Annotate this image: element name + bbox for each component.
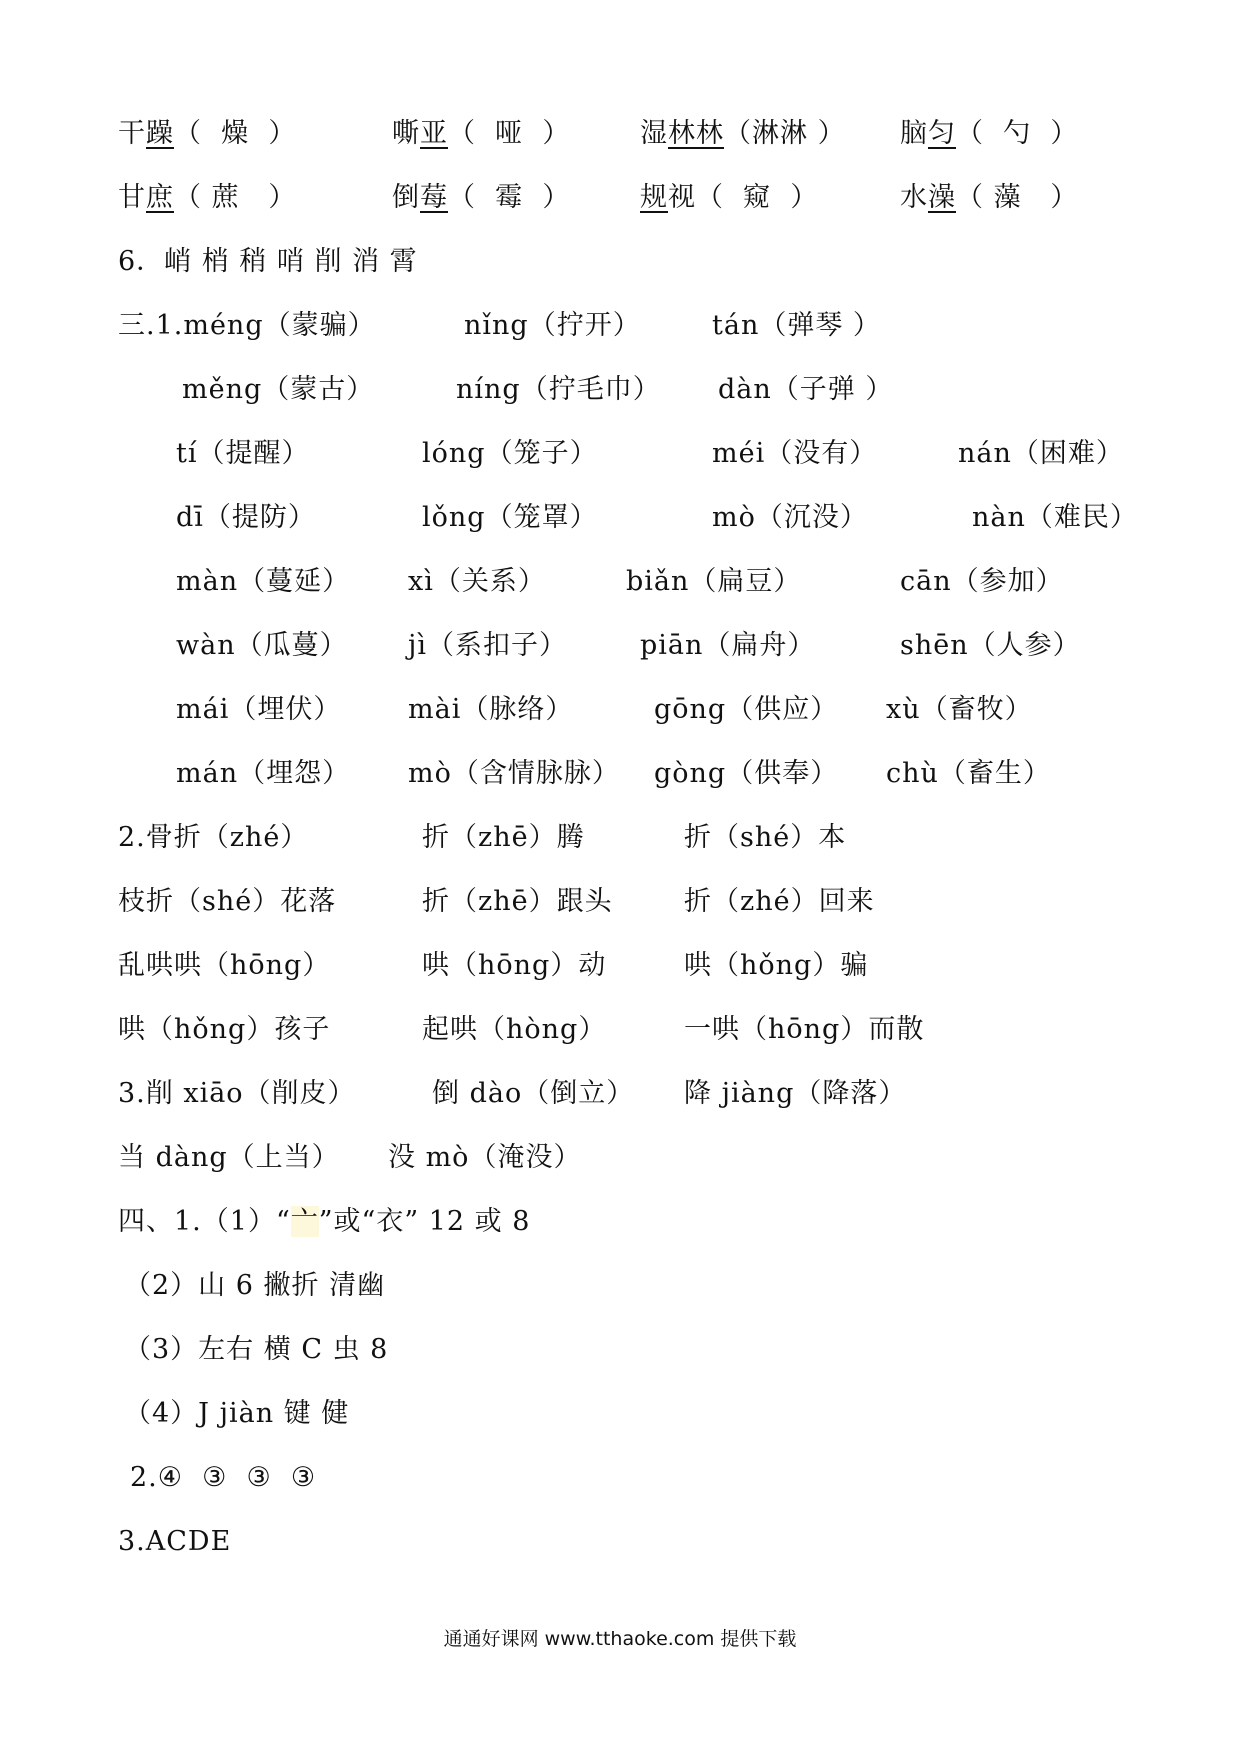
answer-cell: 倒 dào（倒立） <box>432 1078 635 1109</box>
answer-row-23 <box>0 1522 1240 1562</box>
answer-cell: （3）左右 横 C 虫 8 <box>124 1334 389 1365</box>
answer-cell: piān（扁舟） <box>640 630 816 661</box>
answer-cell: màn（蔓延） <box>176 566 351 597</box>
answer-cell: 折（zhé）回来 <box>684 886 875 917</box>
answer-cell: 2.骨折（zhé） <box>118 822 309 853</box>
radical-highlight: 亠 <box>290 1206 319 1237</box>
answer-row-6 <box>0 434 1240 474</box>
answer-cell: biǎn（扁豆） <box>626 566 802 597</box>
answer-row-1 <box>0 114 1240 154</box>
answer-row-14 <box>0 946 1240 986</box>
answer-cell: jì（系扣子） <box>408 630 568 661</box>
answer-cell: xì（关系） <box>408 566 546 597</box>
answer-cell: 湿林林（淋淋 ） <box>640 118 846 149</box>
answer-cell: 四、1.（1）“亠”或“衣” 12 或 8 <box>118 1206 531 1237</box>
answer-cell: 水澡（ 藻 ） <box>900 182 1079 213</box>
answer-cell: mò（沉没） <box>712 502 868 533</box>
answer-row-3 <box>0 242 1240 282</box>
answer-cell: shēn（人参） <box>900 630 1081 661</box>
answer-row-4 <box>0 306 1240 346</box>
answer-row-9 <box>0 626 1240 666</box>
answer-cell: chù（畜生） <box>886 758 1051 789</box>
answer-cell: mái（埋伏） <box>176 694 342 725</box>
answer-row-5 <box>0 370 1240 410</box>
answer-cell: （4）J jiàn 键 健 <box>124 1398 350 1429</box>
answer-cell: （2）山 6 撇折 清幽 <box>124 1270 386 1301</box>
answer-cell: 哄（hōng）动 <box>422 950 607 981</box>
answer-row-20 <box>0 1330 1240 1370</box>
page-footer: 通通好课网 www.tthaoke.com 提供下载 <box>443 1628 797 1650</box>
answer-cell: 三.1.méng（蒙骗） <box>118 310 376 341</box>
answer-row-16 <box>0 1074 1240 1114</box>
answer-row-21 <box>0 1394 1240 1434</box>
answer-cell: dī（提防） <box>176 502 316 533</box>
answer-cell: 倒莓（ 霉 ） <box>392 182 571 213</box>
answer-row-11 <box>0 754 1240 794</box>
answer-cell: nán（困难） <box>958 438 1124 469</box>
answer-cell: lǒng（笼罩） <box>422 502 598 533</box>
answer-cell: mài（脉络） <box>408 694 574 725</box>
answer-cell: gōng（供应） <box>654 694 839 725</box>
answer-cell: 干躁（ 燥 ） <box>118 118 297 149</box>
answer-cell: 3.ACDE <box>118 1526 232 1557</box>
answer-row-22 <box>0 1458 1240 1498</box>
answer-cell: 降 jiàng（降落） <box>684 1078 907 1109</box>
answer-cell: cān（参加） <box>900 566 1064 597</box>
answer-cell: 折（zhē）跟头 <box>422 886 613 917</box>
answer-cell: xù（畜牧） <box>886 694 1033 725</box>
answer-cell: mò（含情脉脉） <box>408 758 620 789</box>
answer-cell: 脑匀（ 勺 ） <box>900 118 1079 149</box>
answer-row-15 <box>0 1010 1240 1050</box>
answer-cell: 规视（ 窥 ） <box>640 182 819 213</box>
answer-cell: 甘庶（ 蔗 ） <box>118 182 297 213</box>
answer-cell: tí（提醒） <box>176 438 310 469</box>
answer-cell: nǐng（拧开） <box>464 310 641 341</box>
answer-cell: 折（shé）本 <box>684 822 847 853</box>
answer-cell: nàn（难民） <box>972 502 1138 533</box>
answer-cell: 起哄（hòng） <box>422 1014 607 1045</box>
answer-cell: 枝折（shé）花落 <box>118 886 337 917</box>
answer-cell: 折（zhē）腾 <box>422 822 585 853</box>
answer-row-2 <box>0 178 1240 218</box>
answer-cell: gòng（供奉） <box>654 758 839 789</box>
answer-row-8 <box>0 562 1240 602</box>
answer-cell: 乱哄哄（hōng） <box>118 950 331 981</box>
answer-cell: wàn（瓜蔓） <box>176 630 348 661</box>
answer-cell: 2.④ ③ ③ ③ <box>130 1462 317 1493</box>
answer-cell: 当 dàng（上当） <box>118 1142 340 1173</box>
answer-cell: měng（蒙古） <box>182 374 375 405</box>
answer-cell: 一哄（hōng）而散 <box>684 1014 925 1045</box>
answer-cell: 没 mò（淹没） <box>388 1142 582 1173</box>
answer-cell: 哄（hǒng）孩子 <box>118 1014 331 1045</box>
answer-cell: lóng（笼子） <box>422 438 598 469</box>
answer-row-13 <box>0 882 1240 922</box>
answer-cell: dàn（子弹 ） <box>718 374 894 405</box>
answer-cell: 6．峭 梢 稍 哨 削 消 霄 <box>118 246 418 277</box>
answer-cell: 3.削 xiāo（削皮） <box>118 1078 356 1109</box>
answer-cell: méi（没有） <box>712 438 878 469</box>
answer-row-12 <box>0 818 1240 858</box>
answer-row-19 <box>0 1266 1240 1306</box>
answer-cell: 哄（hǒng）骗 <box>684 950 869 981</box>
answer-row-7 <box>0 498 1240 538</box>
answer-cell: tán（弹琴 ） <box>712 310 881 341</box>
answer-cell: 嘶亚（ 哑 ） <box>392 118 571 149</box>
answer-cell: níng（拧毛巾） <box>456 374 661 405</box>
answer-row-10 <box>0 690 1240 730</box>
answer-cell: mán（埋怨） <box>176 758 351 789</box>
answer-row-18 <box>0 1202 1240 1242</box>
answer-row-17 <box>0 1138 1240 1178</box>
